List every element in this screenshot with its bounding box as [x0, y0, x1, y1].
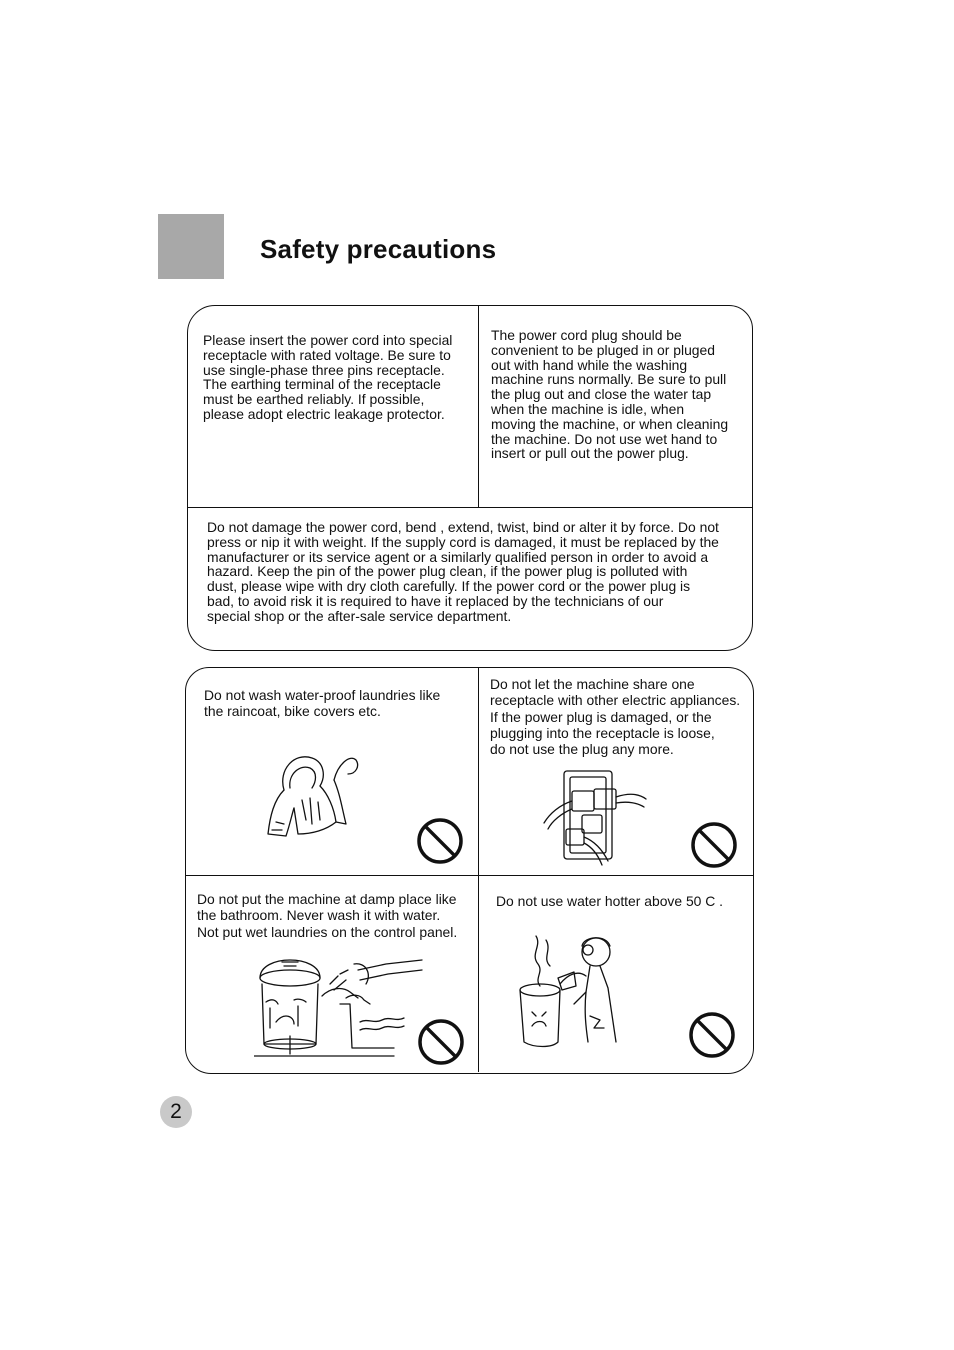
shared-receptacle-text: Do not let the machine share one receptacle with other electric appliances. If the power plug is damaged, or the plugging into the receptacle is loose, do not use the plug any more.: [490, 676, 741, 758]
prohibition-icon: [417, 1018, 465, 1066]
usage-box-separator: [186, 875, 753, 876]
damp-place-text: Do not put the machine at damp place like the bathroom. Never wash it with water. Not put wet laundries on the control panel.: [197, 891, 458, 940]
section-marker: [158, 214, 224, 279]
page-number: 2: [160, 1096, 192, 1128]
prohibition-icon: [688, 1011, 736, 1059]
washing-machine-hose-illustration: [254, 940, 426, 1058]
power-cord-receptacle-text: Please insert the power cord into special receptacle with rated voltage. Be sure to use single-phase three pins receptacle. The earthing terminal of the receptacle must be earthed reliably. If possible, please adopt electric leakage protector.: [203, 332, 453, 422]
prohibition-icon: [416, 817, 464, 865]
waterproof-laundry-text: Do not wash water-proof laundries like the raincoat, bike covers etc.: [204, 687, 441, 720]
hot-water-text: Do not use water hotter above 50 C .: [496, 893, 724, 909]
woman-hot-water-illustration: [514, 932, 624, 1050]
power-strip-illustration: [542, 765, 648, 871]
power-cord-damage-text: Do not damage the power cord, bend , extend, twist, bind or alter it by force. Do not press or nip it with weight. If the supply cord is damaged, it must be replaced by the manufacturer or its service agent or a similarly qualified person in order to avoid a hazard. Keep the pin of the power plug clean, if the power plug is polluted with dust, please wipe with dry cloth carefully. If the power cord or the power plug is bad, to avoid risk it is required to have it replaced by the technicians of our special shop or the after-sale service department.: [207, 519, 719, 624]
power-box-separator: [188, 507, 752, 508]
usage-box-divider: [478, 668, 479, 1072]
power-plug-handling-text: The power cord plug should be convenient to be pluged in or pluged out with hand while the washing machine runs normally. Be sure to pull the plug out and close the water tap when the machine is idle, when moving the machine, or when cleaning the machine. Do not use wet hand to insert or pull out the power plug.: [491, 327, 729, 462]
prohibition-icon: [690, 821, 738, 869]
power-box-divider: [478, 306, 479, 508]
raincoat-illustration: [264, 750, 364, 840]
page-title: Safety precautions: [260, 234, 497, 264]
